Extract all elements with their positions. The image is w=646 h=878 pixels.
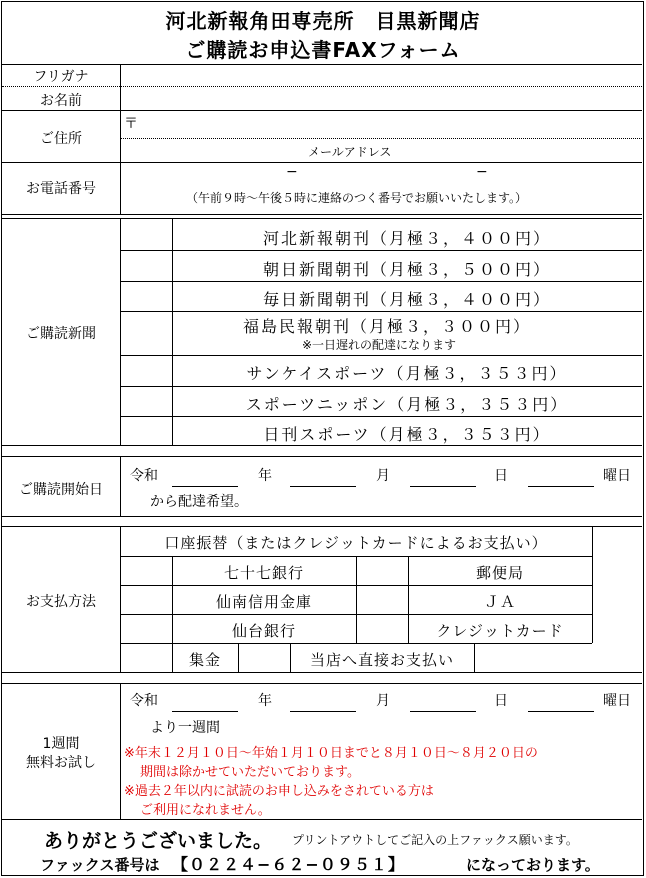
trial-label-line2: 無料お試し bbox=[26, 755, 96, 771]
phone-dash-2: − bbox=[476, 164, 488, 180]
phone-field[interactable] bbox=[121, 163, 641, 187]
start-date-label: ご購読開始日 bbox=[19, 482, 103, 498]
newspaper-checkbox-asahi[interactable] bbox=[121, 251, 171, 280]
form-title-form: ご購読お申込書FAXフォーム bbox=[185, 38, 461, 62]
bank-option-credit: クレジットカード bbox=[436, 622, 564, 640]
payment-option-transfer[interactable]: 口座振替（またはクレジットカードによるお支払い） bbox=[164, 534, 548, 552]
trial-day-unit: 日 bbox=[494, 693, 508, 709]
phone-label: お電話番号 bbox=[26, 181, 96, 197]
bank-option-post: 郵便局 bbox=[475, 564, 524, 582]
newspaper-note-fukushima: ※一日遅れの配達になります bbox=[302, 338, 457, 352]
fax-label: ファックス番号は bbox=[40, 856, 160, 874]
phone-dash-1: − bbox=[286, 164, 298, 180]
newspaper-checkbox-sponichi[interactable] bbox=[121, 387, 171, 415]
start-year-unit: 年 bbox=[258, 468, 272, 484]
bank-checkbox-post[interactable] bbox=[357, 557, 407, 584]
newspaper-checkbox-kahoku[interactable] bbox=[121, 219, 171, 249]
fax-suffix: になっております。 bbox=[466, 856, 600, 874]
postal-mark: 〒 bbox=[124, 116, 138, 132]
bank-checkbox-ja[interactable] bbox=[357, 586, 407, 613]
newspaper-option-asahi: 朝日新聞朝刊（月極３，５００円） bbox=[262, 260, 551, 279]
trial-era: 令和 bbox=[130, 693, 158, 709]
newspaper-checkbox-nikkan[interactable] bbox=[121, 417, 171, 444]
bank-option-sennan: 仙南信用金庫 bbox=[215, 593, 312, 611]
bank-checkbox-77[interactable] bbox=[121, 557, 171, 584]
newspaper-option-nikkan: 日刊スポーツ（月極３，３５３円） bbox=[263, 425, 551, 444]
trial-year-unit: 年 bbox=[258, 693, 272, 709]
bank-option-77: 七十七銀行 bbox=[223, 564, 304, 582]
newspaper-label: ご購読新聞 bbox=[26, 326, 96, 342]
trial-month-unit: 月 bbox=[376, 693, 390, 709]
trial-year-field[interactable] bbox=[172, 687, 238, 711]
address-field[interactable] bbox=[140, 111, 640, 137]
newspaper-option-sankei: サンケイスポーツ（月極３，３５３円） bbox=[246, 364, 568, 383]
newspaper-checkbox-sankei[interactable] bbox=[121, 356, 171, 385]
fax-number: 【０２２４−６２−０９５１】 bbox=[172, 855, 405, 874]
furigana-label: フリガナ bbox=[33, 69, 89, 85]
furigana-field[interactable] bbox=[121, 65, 641, 85]
start-month-unit: 月 bbox=[376, 468, 390, 484]
start-era: 令和 bbox=[130, 468, 158, 484]
start-weekday-field[interactable] bbox=[528, 462, 594, 486]
newspaper-option-mainichi: 毎日新聞朝刊（月極３，４００円） bbox=[262, 290, 551, 309]
start-year-field[interactable] bbox=[172, 462, 238, 486]
trial-note-2a: ※過去２年以内に試読のお申し込みをされている方は bbox=[124, 784, 434, 799]
payment-label: お支払方法 bbox=[26, 594, 96, 610]
form-title-store: 河北新報角田専売所 目黒新聞店 bbox=[165, 9, 481, 33]
bank-checkbox-credit[interactable] bbox=[357, 615, 407, 642]
direct-checkbox[interactable] bbox=[239, 644, 289, 671]
email-label: メールアドレス bbox=[308, 145, 392, 159]
address-label: ご住所 bbox=[40, 131, 82, 147]
trial-label-line1: 1週間 bbox=[42, 736, 80, 752]
newspaper-option-sponichi: スポーツニッポン（月極３，３５３円） bbox=[245, 395, 569, 414]
name-label: お名前 bbox=[40, 93, 82, 109]
newspaper-option-fukushima: 福島民報朝刊（月極３，３００円） bbox=[242, 317, 531, 336]
email-field[interactable] bbox=[121, 139, 641, 161]
bank-option-ja: ＪＡ bbox=[483, 593, 516, 611]
trial-note-1a: ※年末１２月１０日〜年始１月１０日までと８月１０日〜８月２０日の bbox=[124, 746, 538, 761]
trial-weekday-unit: 曜日 bbox=[603, 693, 631, 709]
bank-checkbox-sennan[interactable] bbox=[121, 586, 171, 613]
thanks-message: ありがとうございました。 bbox=[44, 830, 273, 852]
newspaper-checkbox-fukushima[interactable] bbox=[121, 312, 171, 354]
collection-checkbox[interactable] bbox=[121, 644, 171, 671]
payment-option-collection: 集金 bbox=[188, 651, 221, 669]
newspaper-checkbox-mainichi[interactable] bbox=[121, 282, 171, 310]
trial-note-2b: ご利用になれません。 bbox=[140, 803, 271, 818]
name-field[interactable] bbox=[121, 87, 641, 109]
trial-weekday-field[interactable] bbox=[528, 687, 594, 711]
payment-option-direct: 当店へ直接お支払い bbox=[309, 651, 454, 669]
trial-day-field[interactable] bbox=[410, 687, 476, 711]
start-day-unit: 日 bbox=[494, 468, 508, 484]
start-date-suffix: から配達希望。 bbox=[150, 494, 248, 510]
trial-note-1b: 期間は除かせていただいております。 bbox=[140, 765, 360, 780]
phone-note: （午前９時〜午後５時に連絡のつく番号でお願いいたします。） bbox=[186, 191, 528, 205]
trial-month-field[interactable] bbox=[290, 687, 356, 711]
bank-checkbox-sendai[interactable] bbox=[121, 615, 171, 642]
newspaper-option-kahoku: 河北新報朝刊（月極３，４００円） bbox=[262, 229, 551, 248]
print-instruction: プリントアウトしてご記入の上ファックス願います。 bbox=[292, 833, 578, 847]
start-month-field[interactable] bbox=[290, 462, 356, 486]
start-day-field[interactable] bbox=[410, 462, 476, 486]
start-weekday-unit: 曜日 bbox=[603, 468, 631, 484]
bank-option-sendai: 仙台銀行 bbox=[231, 622, 296, 640]
trial-suffix: より一週間 bbox=[150, 720, 220, 736]
